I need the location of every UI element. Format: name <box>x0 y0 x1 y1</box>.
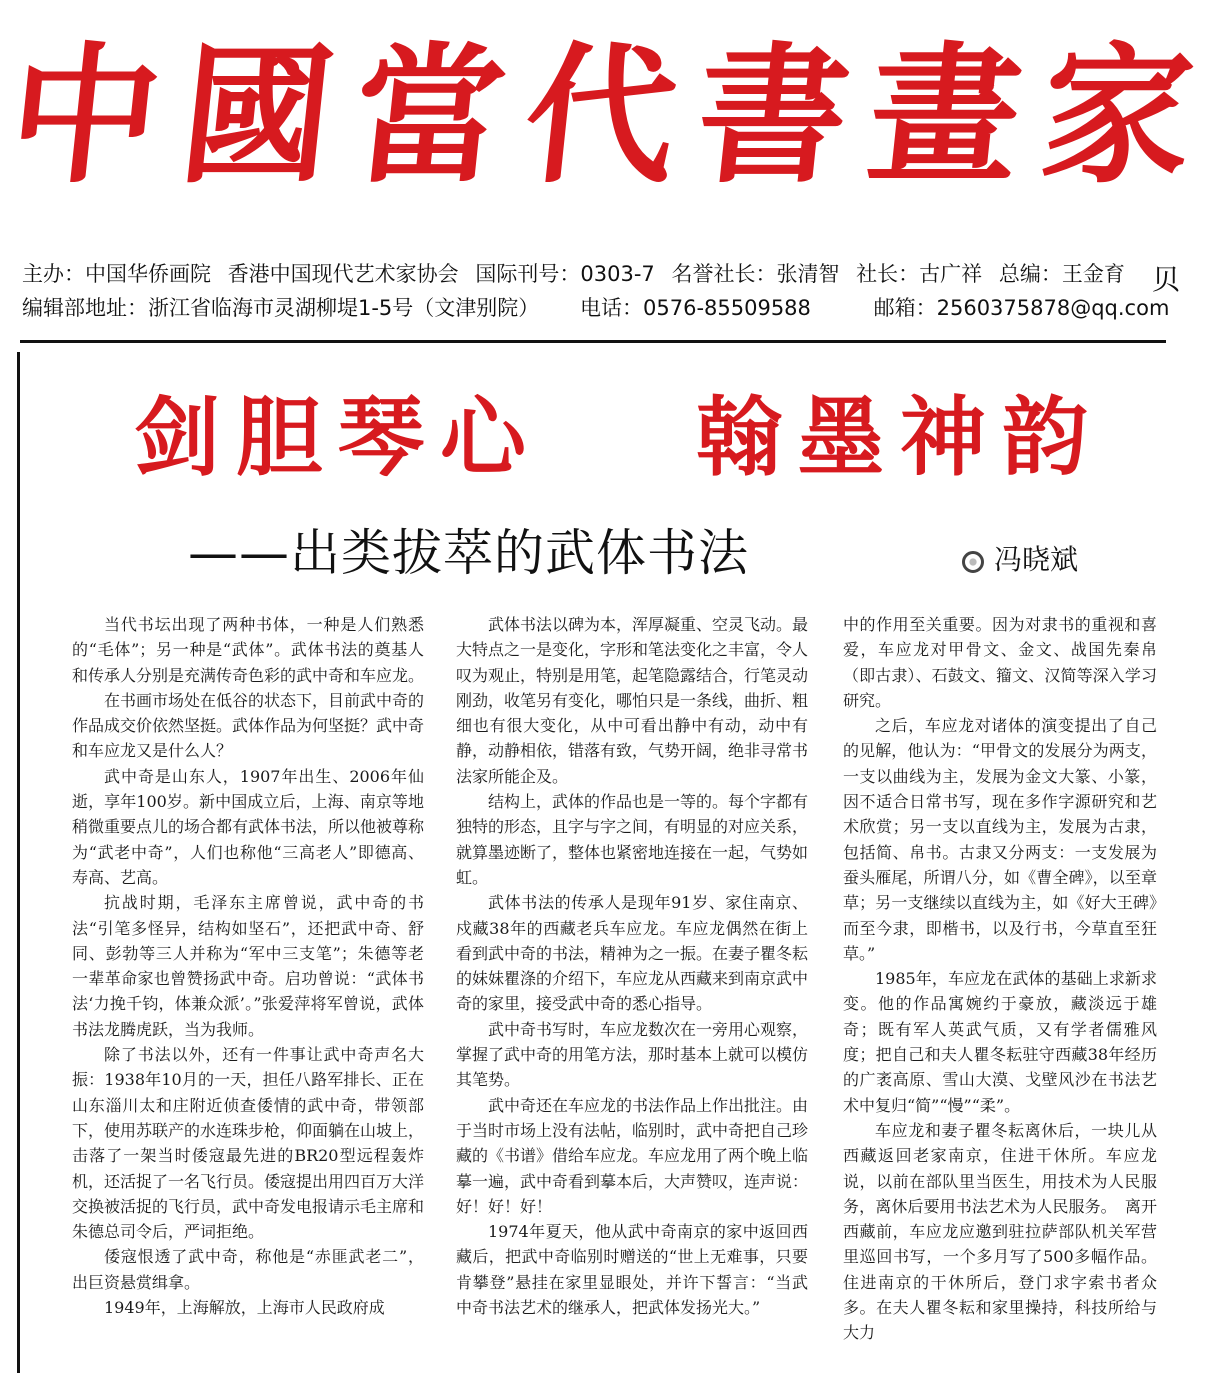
issn: 国际刊号：0303-7 <box>475 262 655 286</box>
contact-info-line <box>22 292 1179 322</box>
article-paragraph: 武中奇是山东人，1907年出生、2006年仙逝，享年100岁。新中国成立后，上海、南京等地稍微重要点儿的场合都有武体书法，所以他被尊称为“武老中奇”，人们也称他“三高老人”即德高、寿高、艺高。 <box>72 766 425 887</box>
headline-left: 剑胆琴心 <box>134 388 542 488</box>
article-paragraph: 武体书法以碑为本，浑厚凝重、空灵飞动。最大特点之一是变化，字形和笔法变化之丰富，令人叹为观止，特别是用笔，起笔隐露结合，行笔灵动刚劲，收笔另有变化，哪怕只是一条线，曲折、粗细也有很大变化，从中可看出静中有动，动中有静，动静相依，错落有致，气势开阔，绝非寻常书法家所能企及。 <box>456 615 809 786</box>
bullet-circle-icon <box>962 551 984 573</box>
cropped-edge-text: 贝 <box>1152 263 1181 296</box>
article-paragraph: 1949年，上海解放，上海市人民政府成 <box>104 1298 385 1318</box>
article-paragraph: 1974年夏天，他从武中奇南京的家中返回西藏后，把武中奇临别时赠送的“世上无难事，只要肯攀登”悬挂在家里显眼处，并许下誓言：“当武中奇书法艺术的继承人，把武体发扬光大。” <box>456 1222 808 1318</box>
article-paragraph: 之后，车应龙对诸体的演变提出了自己的见解，他认为：“甲骨文的发展分为两支，一支以曲线为主，发展为金文大篆、小篆，因不适合日常书写，现在多作字源研究和艺术欣赏；另一支以直线为主，发展为古隶，包括简、帛书。古隶又分两支：一支发展为蚕头雁尾，所谓八分，如《曹全碑》，以至章草；另一支继续以直线为主，如《好大王碑》而至今隶，即楷书，以及行书，今草直至狂草。” <box>843 716 1157 963</box>
article-paragraph: 武中奇还在车应龙的书法作品上作出批注。由于当时市场上没有法帖，临别时，武中奇把自己珍藏的《书谱》借给车应龙。车应龙用了两个晚上临摹一遍，武中奇看到摹本后，大声赞叹，连声说：好！好！好！ <box>456 1095 809 1216</box>
article-paragraph: 在书画市场处在低谷的状态下，目前武中奇的作品成交价依然坚挺。武体作品为何坚挺？武中奇和车应龙又是什么人？ <box>72 690 425 761</box>
header-divider <box>20 340 1166 343</box>
publisher-info-line <box>22 258 1135 288</box>
byline <box>962 540 1078 580</box>
article-paragraph: 结构上，武体的作品也是一等的。每个字都有独特的形态，且字与字之间，有明显的对应关系，就算墨迹断了，整体也紧密地连接在一起，气势如虹。 <box>456 792 809 887</box>
email: 邮箱：2560375878@qq.com <box>873 296 1170 320</box>
phone: 电话：0576-85509588 <box>580 296 811 320</box>
article-paragraph: 武体书法的传承人是现年91岁、家住南京、戍藏38年的西藏老兵车应龙。车应龙偶然在街上看到武中奇的书法，精神为之一振。在妻子瞿冬耘的妹妹瞿涤的介绍下，车应龙从西藏来到南京武中奇的家里，接受武中奇的悉心指导。 <box>456 893 809 1014</box>
article-paragraph: 抗战时期，毛泽东主席曾说，武中奇的书法“引笔多怪异，结构如坚石”，还把武中奇、舒同、彭勃等三人并称为“军中三支笔”；朱德等老一辈革命家也曾赞扬武中奇。启功曾说：“武体书法‘力挽千钧，体兼众派’。”张爱萍将军曾说，武体书法龙腾虎跃，当为我师。 <box>72 893 424 1039</box>
article-paragraph: 当代书坛出现了两种书体，一种是人们熟悉的“毛体”；另一种是“武体”。武体书法的奠基人和传承人分别是充满传奇色彩的武中奇和车应龙。 <box>72 615 425 685</box>
sponsor: 主办：中国华侨画院 <box>22 262 211 286</box>
article-column-2 <box>456 612 808 1373</box>
article-paragraph: 中的作用至关重要。因为对隶书的重视和喜爱，车应龙对甲骨文、金文、战国先秦帛（即古隶）、石鼓文、籀文、汉简等深入学习研究。 <box>843 615 1157 710</box>
chief-editor: 总编：王金育 <box>998 262 1125 286</box>
subheadline: ——出类拔萃的武体书法 <box>188 524 749 582</box>
co-sponsor: 香港中国现代艺术家协会 <box>227 262 459 286</box>
article-paragraph: 除了书法以外，还有一件事让武中奇声名大振：1938年10月的一天，担任八路军排长、正在山东淄川太和庄附近侦查倭情的武中奇，带领部下，使用苏联产的水连珠步枪，仰面躺在山坡上，击落了一架当时倭寇最先进的BR20型远程轰炸机，还活捉了一名飞行员。倭寇提出用四百万大洋交换被活捉的飞行员，武中奇发电报请示毛主席和朱德总司令后，严词拒绝。 <box>72 1045 425 1242</box>
article-left-border <box>17 352 20 1373</box>
honorary-president: 名誉社长：张清智 <box>671 262 840 286</box>
article-paragraph: 倭寇恨透了武中奇，称他是“赤匪武老二”，出巨资悬赏缉拿。 <box>72 1247 424 1292</box>
article-paragraph: 1985年，车应龙在武体的基础上求新求变。他的作品寓婉约于豪放，藏淡远于雄奇；既有军人英武气质，又有学者儒雅风度；把自己和夫人瞿冬耘驻守西藏38年经历的广袤高原、雪山大漠、戈壁风沙在书法艺术中复归“简”“慢”“柔”。 <box>843 969 1157 1115</box>
article-paragraph: 武中奇书写时，车应龙数次在一旁用心观察，掌握了武中奇的用笔方法，那时基本上就可以模仿其笔势。 <box>456 1019 809 1090</box>
author-name: 冯晓斌 <box>994 543 1079 576</box>
masthead-title: 中國當代書畫家 <box>0 28 1224 204</box>
president: 社长：古广祥 <box>856 262 983 286</box>
masthead <box>0 0 1224 230</box>
article-column-3 <box>843 612 1157 1373</box>
headline-right: 翰墨神韵 <box>696 388 1104 488</box>
article-column-1 <box>72 612 424 1373</box>
editorial-address: 编辑部地址：浙江省临海市灵湖柳堤1-5号（文津别院） <box>22 296 540 320</box>
article-paragraph: 车应龙和妻子瞿冬耘离休后，一块儿从西藏返回老家南京，住进干休所。车应龙说，以前在部队里当医生，用技术为人民服务，离休后要用书法艺术为人民服务。 离开西藏前，车应龙应邀到驻拉萨部队机关军营里巡回书写，一个多月写了500多幅作品。住进南京的干休所后，登门求字索书者众多。在夫人瞿冬耘和家里操持，科技所给与大力 <box>843 1120 1157 1343</box>
